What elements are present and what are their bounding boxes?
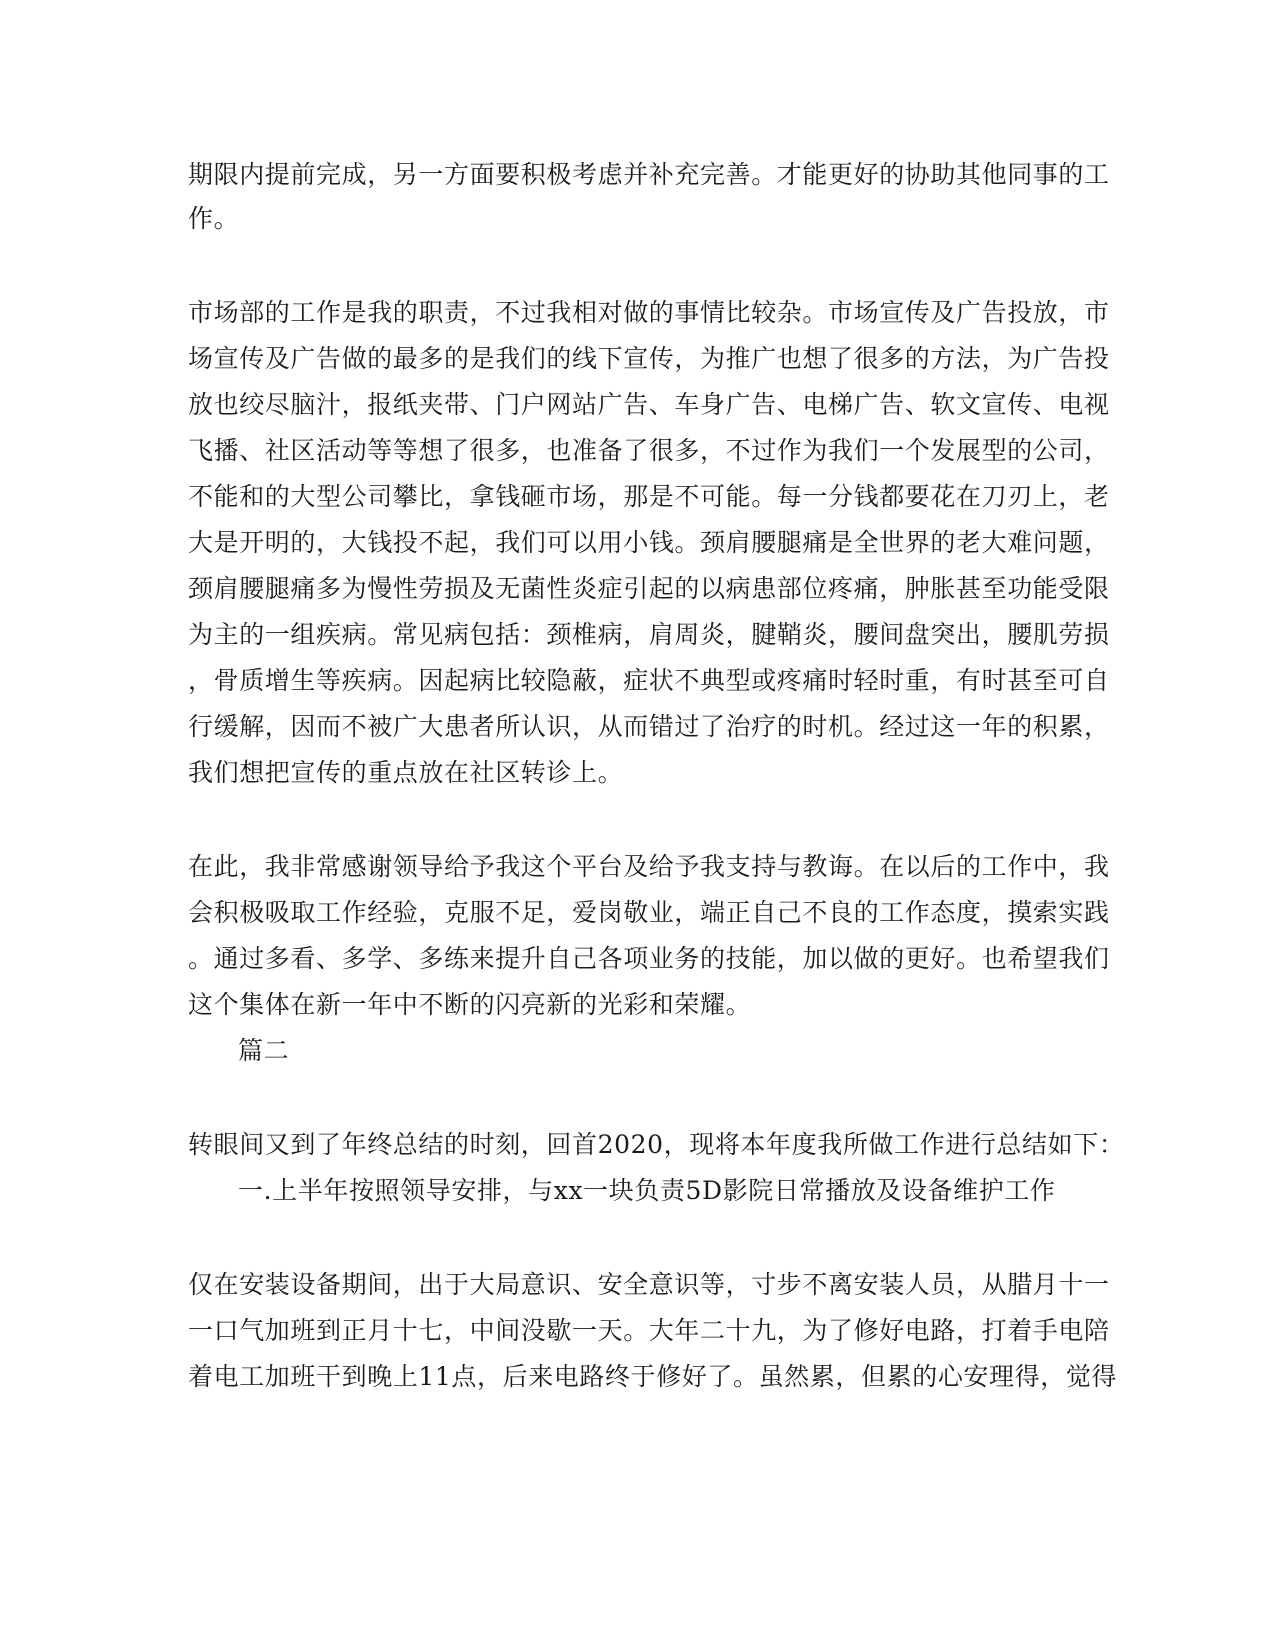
section-heading: 篇二 <box>238 1036 290 1065</box>
paragraph-line: 市场部的工作是我的职责，不过我相对做的事情比较杂。市场宣传及广告投放，市 <box>188 298 1110 327</box>
paragraph-line: 在此，我非常感谢领导给予我这个平台及给予我支持与教诲。在以后的工作中，我 <box>188 852 1110 881</box>
paragraph-line: 为主的一组疾病。常见病包括：颈椎病，肩周炎，腱鞘炎，腰间盘突出，腰肌劳损 <box>188 620 1110 649</box>
paragraph-line: 我们想把宣传的重点放在社区转诊上。 <box>188 758 624 787</box>
paragraph-line: 不能和的大型公司攀比，拿钱砸市场，那是不可能。每一分钱都要花在刀刃上，老 <box>188 482 1110 511</box>
paragraph-line: 转眼间又到了年终总结的时刻，回首2020，现将本年度我所做工作进行总结如下： <box>188 1130 1125 1159</box>
paragraph-line: 颈肩腰腿痛多为慢性劳损及无菌性炎症引起的以病患部位疼痛，肿胀甚至功能受限 <box>188 574 1110 603</box>
paragraph-line: 。通过多看、多学、多练来提升自己各项业务的技能，加以做的更好。也希望我们 <box>188 944 1110 973</box>
paragraph-line: 着电工加班干到晚上11点，后来电路终于修好了。虽然累，但累的心安理得，觉得 <box>188 1362 1118 1391</box>
paragraph-line: 这个集体在新一年中不断的闪亮新的光彩和荣耀。 <box>188 990 752 1019</box>
paragraph-line: 行缓解，因而不被广大患者所认识，从而错过了治疗的时机。经过这一年的积累， <box>188 712 1110 741</box>
paragraph-line: 仅在安装设备期间，出于大局意识、安全意识等，寸步不离安装人员，从腊月十一 <box>188 1270 1110 1299</box>
paragraph-line: 作。 <box>188 204 240 233</box>
paragraph-line: 期限内提前完成，另一方面要积极考虑并补充完善。才能更好的协助其他同事的工 <box>188 160 1110 189</box>
paragraph-line: 大是开明的，大钱投不起，我们可以用小钱。颈肩腰腿痛是全世界的老大难问题， <box>188 528 1110 557</box>
paragraph-line: 会积极吸取工作经验，克服不足，爱岗敬业，端正自己不良的工作态度，摸索实践 <box>188 898 1110 927</box>
paragraph-line: 飞播、社区活动等等想了很多，也准备了很多，不过作为我们一个发展型的公司， <box>188 436 1110 465</box>
paragraph-line: 场宣传及广告做的最多的是我们的线下宣传，为推广也想了很多的方法，为广告投 <box>188 344 1110 373</box>
paragraph-line: 放也绞尽脑汁，报纸夹带、门户网站广告、车身广告、电梯广告、软文宣传、电视 <box>188 390 1110 419</box>
paragraph-line: ，骨质增生等疾病。因起病比较隐蔽，症状不典型或疼痛时轻时重，有时甚至可自 <box>188 666 1110 695</box>
numbered-item: 一.上半年按照领导安排，与xx一块负责5D影院日常播放及设备维护工作 <box>238 1176 1056 1205</box>
paragraph-line: 一口气加班到正月十七，中间没歇一天。大年二十九，为了修好电路，打着手电陪 <box>188 1316 1110 1345</box>
